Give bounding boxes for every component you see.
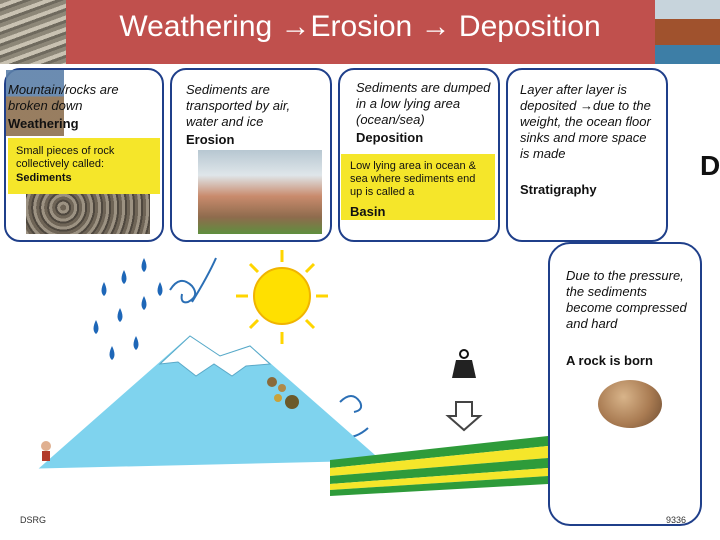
raindrop-icons [94, 258, 163, 360]
weight-icon [452, 350, 476, 378]
edge-letter: D [700, 150, 720, 181]
pressure-term: A rock is born [566, 353, 653, 368]
footer-right: 9336 [666, 515, 687, 525]
rubble-image [26, 190, 150, 234]
down-arrow-icon [448, 402, 480, 430]
basin-note-term: Basin [350, 204, 386, 219]
rock-image [598, 380, 662, 428]
basin-note-text: Low lying area in ocean & sea where sediments end up is called a [350, 160, 476, 198]
weathering-text: Mountain/rocks are broken down [8, 82, 119, 113]
person-icon [41, 441, 51, 461]
mountain-icon [40, 336, 380, 468]
erosion-text: Sediments are transported by air, water and ice [186, 82, 291, 129]
deposition-text: Sediments are dumped in a low lying area (ocean/sea) [356, 80, 491, 127]
sun-icon [236, 250, 328, 344]
stratigraphy-term: Stratigraphy [520, 182, 597, 197]
sediments-note-term: Sediments [16, 172, 72, 184]
stratigraphy-text: Layer after layer is deposited →due to the weight, the ocean floor sinks and more space is made [520, 82, 651, 161]
footer-left: DSRG [20, 515, 47, 525]
weathering-term: Weathering [8, 116, 79, 131]
sandstorm-image [198, 150, 322, 234]
deposition-term: Deposition [356, 130, 424, 145]
weathering-cycle-diagram [0, 236, 548, 516]
page-title: Weathering →Erosion → Deposition [119, 10, 601, 43]
pressure-text: Due to the pressure, the sediments become compressed and hard [566, 268, 687, 331]
erosion-term: Erosion [186, 132, 235, 147]
sediments-note-text: Small pieces of rock collectively called: [16, 145, 115, 170]
